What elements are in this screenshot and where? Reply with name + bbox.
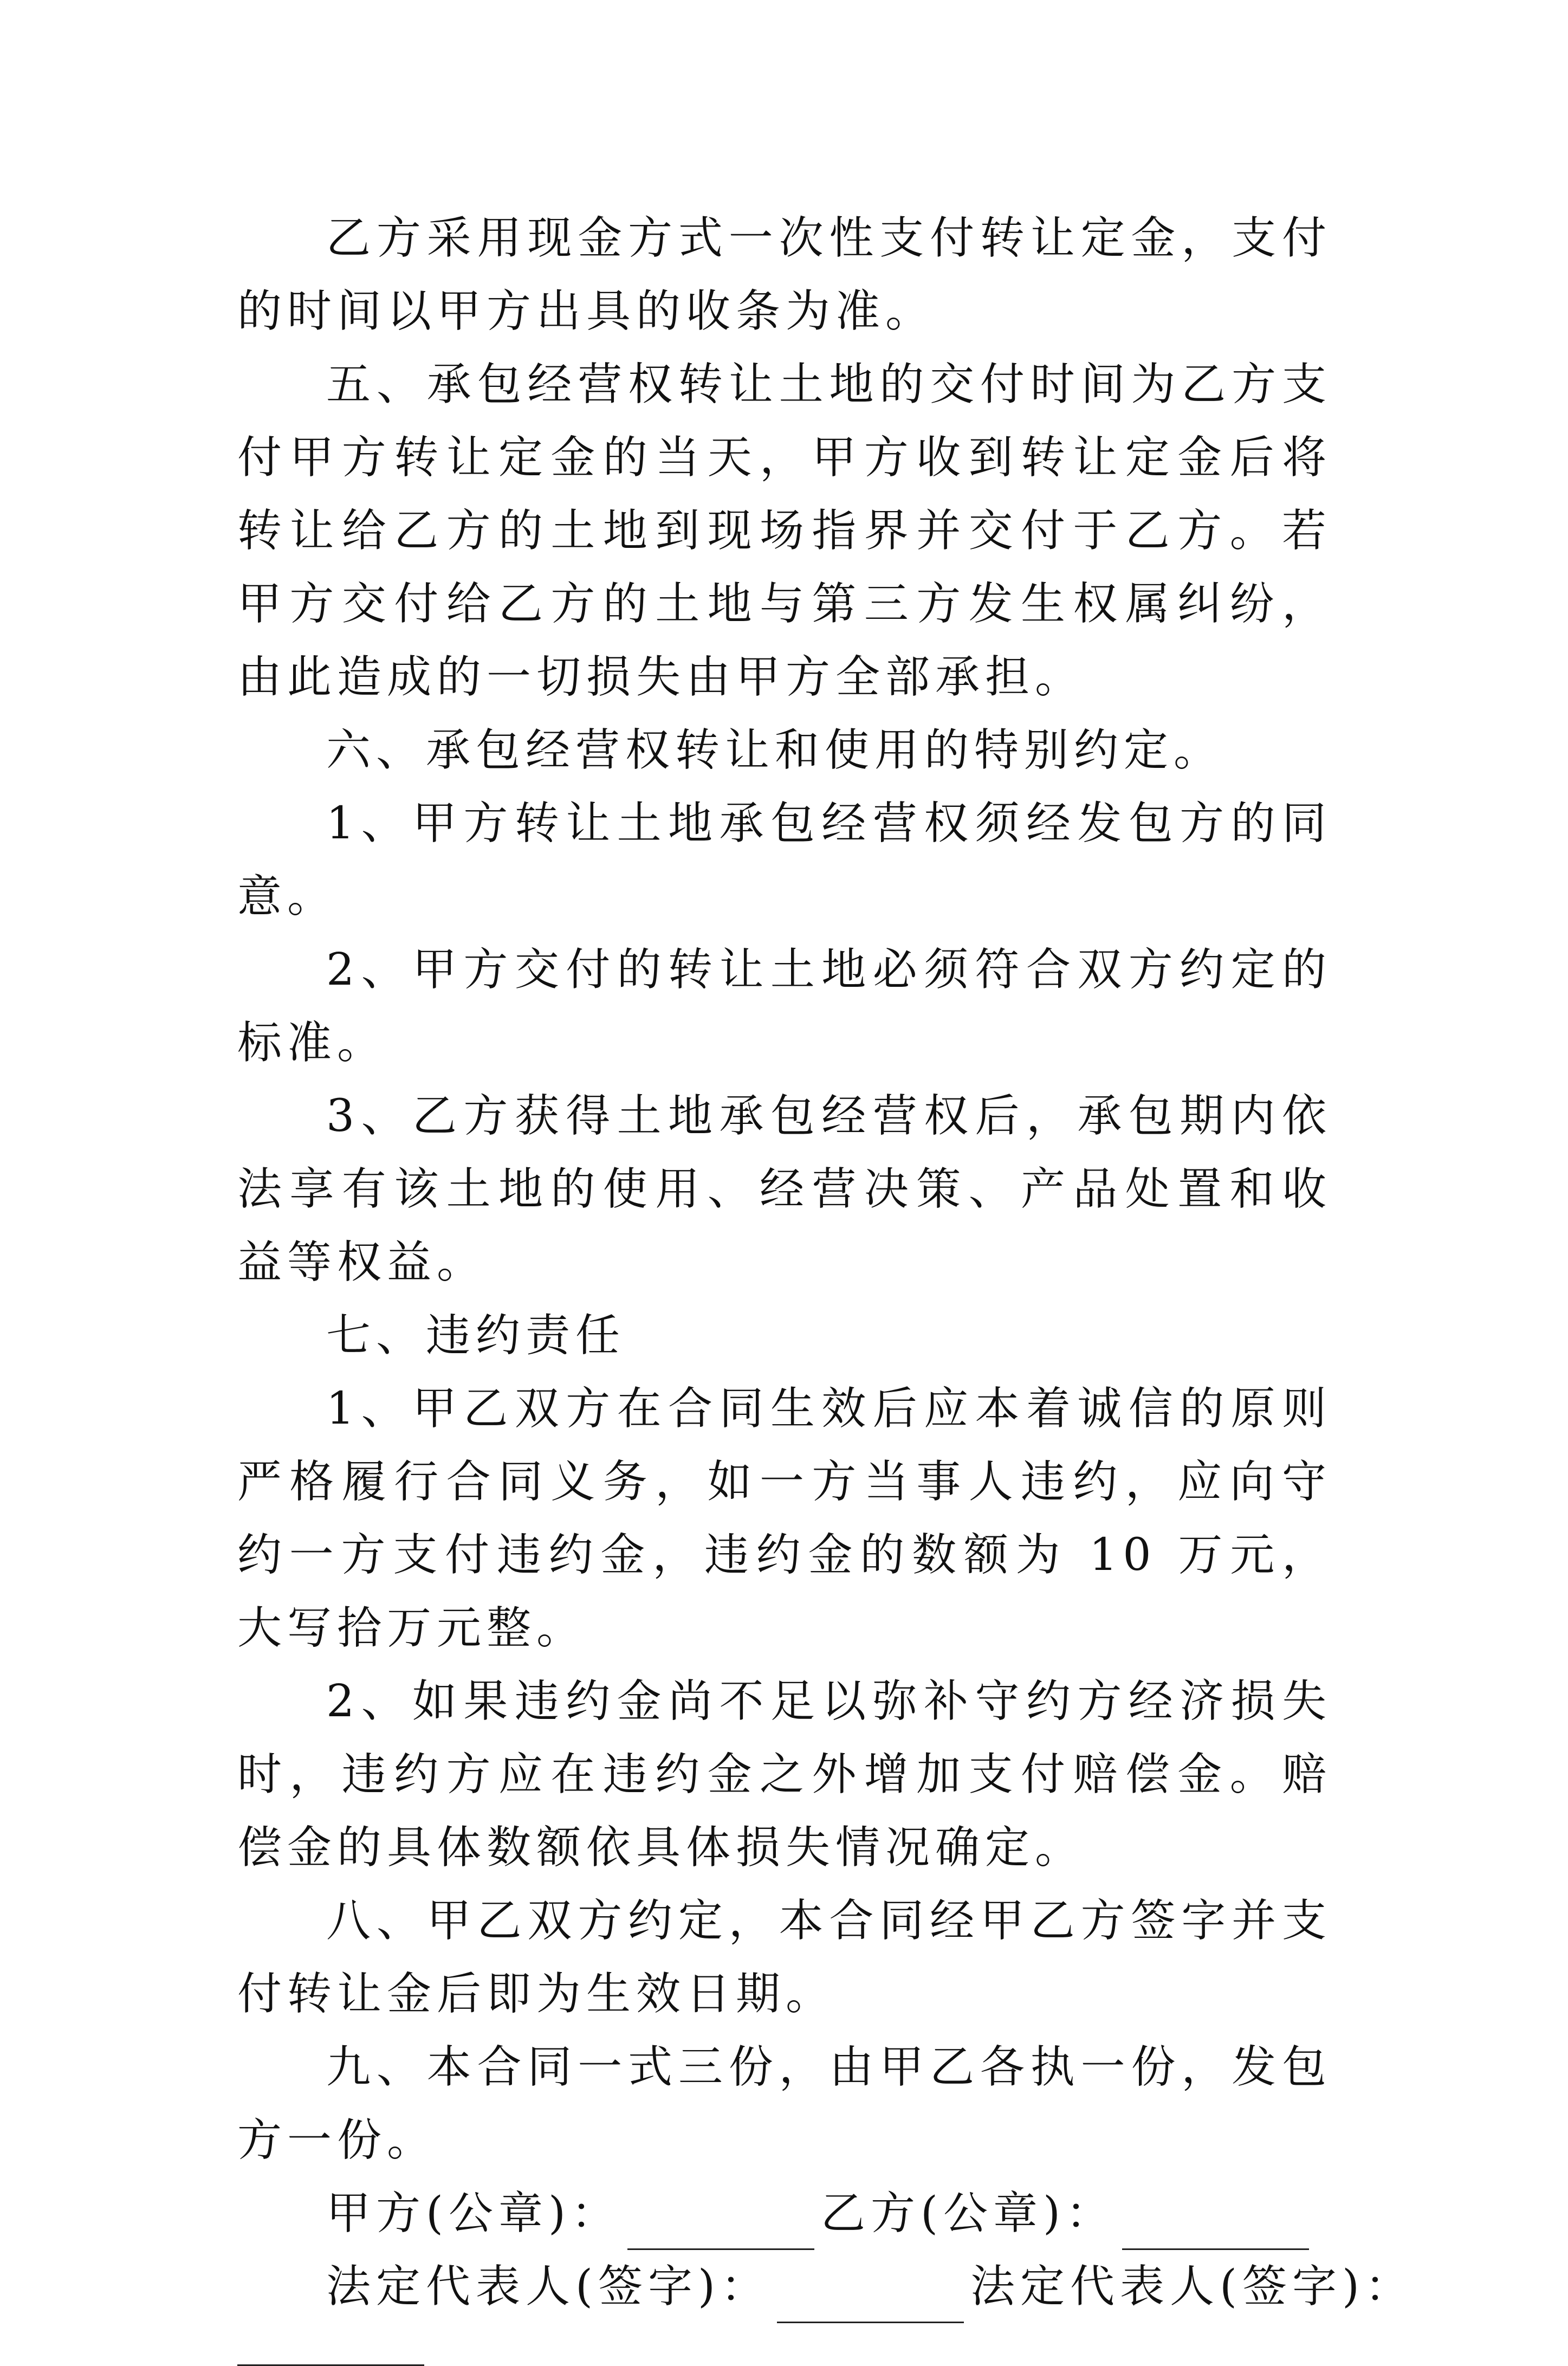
paragraph-clause-7-1: 1、甲乙双方在合同生效后应本着诚信的原则严格履行合同义务，如一方当事人违约，应向守约一方支付违约金，违约金的数额为 10 万元，大写拾万元整。 xyxy=(237,1383,1332,1654)
paragraph-clause-5: 五、承包经营权转让土地的交付时间为乙方支付甲方转让定金的当天，甲方收到转让定金后将转让给乙方的土地到现场指界并交付于乙方。若甲方交付给乙方的土地与第三方发生权属纠纷，由此造成的一切损失由甲方全部承担。 xyxy=(237,359,1332,703)
party-a-seal-label: 甲方(公章)： xyxy=(326,2188,621,2239)
paragraph-clause-9: 九、本合同一式三份，由甲乙各执一份，发包方一份。 xyxy=(237,2041,1332,2166)
party-b-seal-label: 乙方(公章)： xyxy=(820,2188,1116,2239)
paragraph-clause-7: 七、违约责任 xyxy=(326,1310,626,1361)
paragraph-clause-6: 六、承包经营权转让和使用的特别约定。 xyxy=(326,725,1224,776)
party-a-rep-label: 法定代表人(签字)： xyxy=(326,2261,770,2312)
party-b-seal-blank xyxy=(1122,2204,1309,2250)
paragraph-clause-8: 八、甲乙双方约定，本合同经甲乙方签字并支付转让金后即为生效日期。 xyxy=(237,1895,1332,2020)
contract-body xyxy=(237,202,1415,2366)
paragraph-clause-6-2: 2、甲方交付的转让土地必须符合双方约定的标准。 xyxy=(237,944,1332,1069)
party-a-rep-blank xyxy=(777,2277,964,2323)
representative-line xyxy=(237,2250,1415,2323)
paragraph-clause-6-1: 1、甲方转让土地承包经营权须经发包方的同意。 xyxy=(237,798,1332,922)
paragraph-clause-6-3: 3、乙方获得土地承包经营权后，承包期内依法享有该土地的使用、经营决策、产品处置和收益等权益。 xyxy=(237,1090,1332,1288)
paragraph-payment: 乙方采用现金方式一次性支付转让定金，支付的时间以甲方出具的收条为准。 xyxy=(237,212,1332,337)
party-b-rep-blank xyxy=(237,2361,424,2366)
seal-line xyxy=(237,2177,1332,2250)
party-a-seal-blank xyxy=(627,2204,814,2250)
party-b-rep-label: 法定代表人(签字)： xyxy=(970,2261,1415,2312)
paragraph-clause-7-2: 2、如果违约金尚不足以弥补守约方经济损失时，违约方应在违约金之外增加支付赔偿金。赔偿金的具体数额依具体损失情况确定。 xyxy=(237,1676,1332,1873)
